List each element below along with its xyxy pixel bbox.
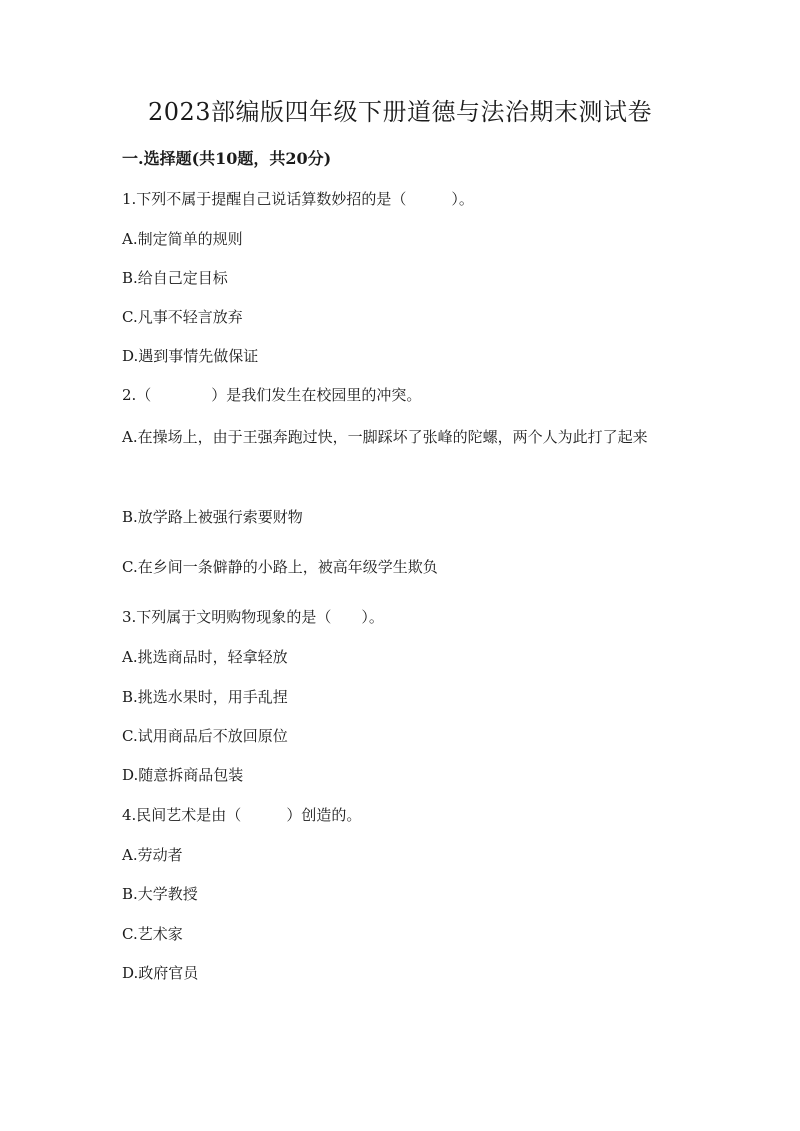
question-1-stem: 1.下列不属于提醒自己说话算数妙招的是（ ）。 bbox=[122, 190, 474, 208]
question-3-option-d[interactable]: D.随意拆商品包装 bbox=[122, 766, 244, 784]
question-2-option-b[interactable]: B.放学路上被强行索要财物 bbox=[122, 508, 303, 526]
question-1-option-c[interactable]: C.凡事不轻言放弃 bbox=[122, 308, 243, 326]
section-heading: 一.选择题(共10题，共20分) bbox=[122, 149, 332, 168]
question-4-option-c[interactable]: C.艺术家 bbox=[122, 925, 183, 943]
question-2-option-c[interactable]: C.在乡间一条僻静的小路上，被高年级学生欺负 bbox=[122, 558, 438, 576]
question-1-option-d[interactable]: D.遇到事情先做保证 bbox=[122, 347, 259, 365]
question-2-stem: 2.（ ）是我们发生在校园里的冲突。 bbox=[122, 386, 422, 404]
page-title: 2023部编版四年级下册道德与法治期末测试卷 bbox=[147, 98, 653, 126]
question-4-stem: 4.民间艺术是由（ ）创造的。 bbox=[122, 806, 362, 824]
question-3-option-c[interactable]: C.试用商品后不放回原位 bbox=[122, 727, 288, 745]
question-3-option-b[interactable]: B.挑选水果时，用手乱捏 bbox=[122, 688, 288, 706]
question-2-option-a[interactable]: A.在操场上，由于王强奔跑过快，一脚踩坏了张峰的陀螺，两个人为此打了起来 bbox=[122, 428, 648, 446]
question-3-stem: 3.下列属于文明购物现象的是（ ）。 bbox=[122, 608, 384, 626]
question-4-option-d[interactable]: D.政府官员 bbox=[122, 964, 199, 982]
question-3-option-a[interactable]: A.挑选商品时，轻拿轻放 bbox=[122, 648, 288, 666]
question-4-option-a[interactable]: A.劳动者 bbox=[122, 846, 183, 864]
question-1-option-b[interactable]: B.给自己定目标 bbox=[122, 269, 228, 287]
question-1-option-a[interactable]: A.制定简单的规则 bbox=[122, 230, 243, 248]
question-4-option-b[interactable]: B.大学教授 bbox=[122, 885, 198, 903]
